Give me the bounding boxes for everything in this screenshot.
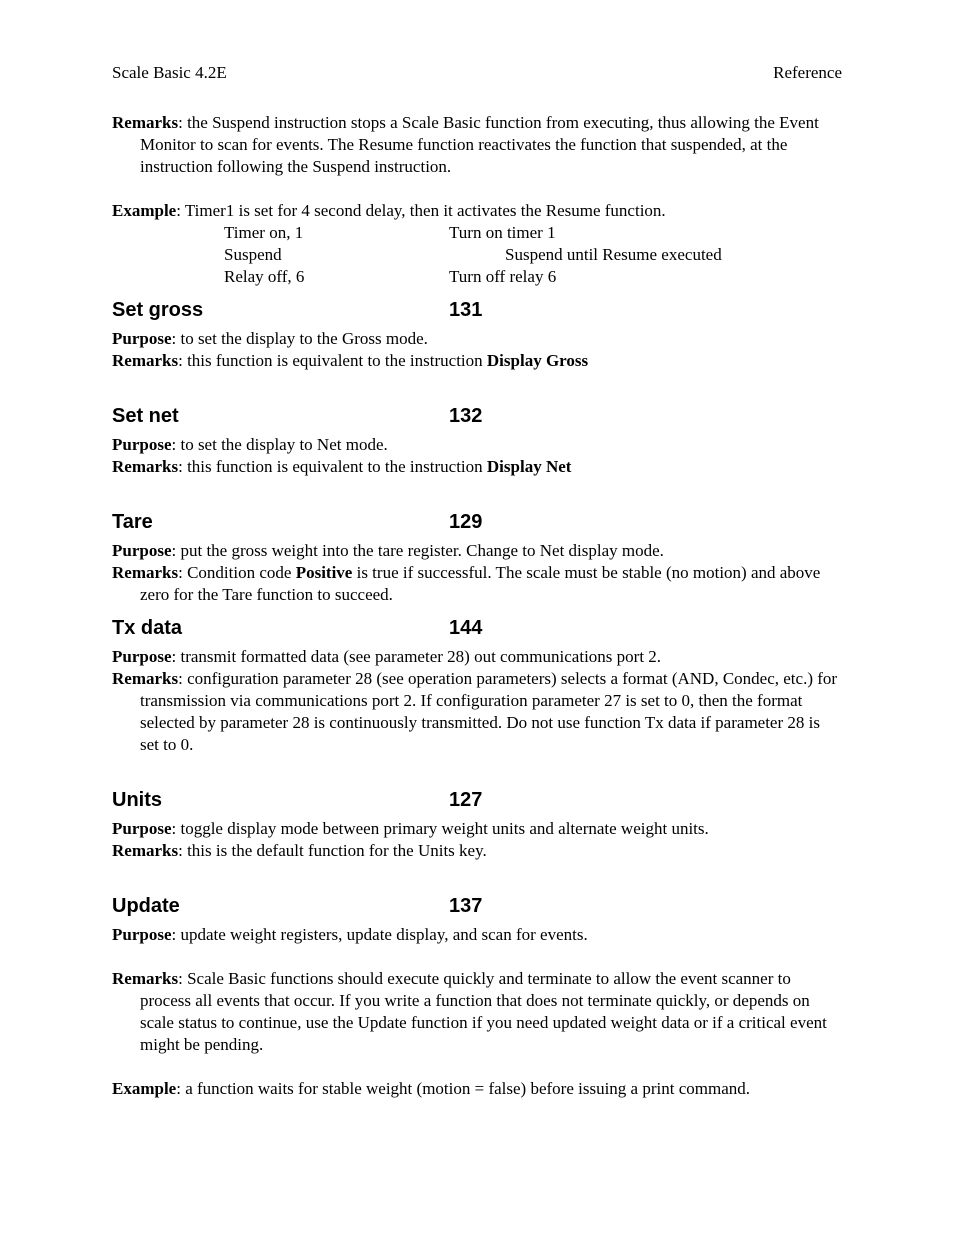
header-left: Scale Basic 4.2E [112, 63, 227, 82]
update-purpose: Purpose: update weight registers, update display, and scan for events. [112, 925, 588, 944]
tare-purpose: Purpose: put the gross weight into the tare register. Change to Net display mode. [112, 541, 664, 560]
header-right: Reference [773, 63, 842, 82]
update-example: Example: a function waits for stable weight (motion = false) before issuing a print command. [112, 1079, 750, 1098]
section-heading-tx-data: Tx data 144 [112, 617, 483, 639]
example-row: Suspend Suspend until Resume executed [224, 245, 722, 264]
section-heading-set-net: Set net 132 [112, 405, 483, 427]
section-heading-update: Update 137 [112, 895, 483, 917]
section-heading-set-gross: Set gross 131 [112, 299, 483, 321]
function-number: 131 [449, 299, 483, 321]
page-header [112, 62, 842, 84]
tare-remarks: Remarks: Condition code Positive is true if successful. The scale must be stable (no motion) and above zero for the Tare function to succeed. [112, 563, 821, 604]
document-page [112, 62, 842, 1100]
function-number: 132 [449, 405, 483, 427]
example-row: Relay off, 6 Turn off relay 6 [224, 267, 557, 286]
example-row: Timer on, 1 Turn on timer 1 [224, 223, 556, 242]
tx-data-purpose: Purpose: transmit formatted data (see parameter 28) out communications port 2. [112, 647, 662, 666]
set-net-remarks: Remarks: this function is equivalent to the instruction Display Net [112, 457, 572, 476]
suspend-remarks: Remarks: the Suspend instruction stops a Scale Basic function from executing, thus allowing the Event Monitor to scan for events. The Resume function reactivates the function that suspended, at the instruction following the Suspend instruction. [112, 113, 819, 176]
update-remarks: Remarks: Scale Basic functions should execute quickly and terminate to allow the event scanner to process all events that occur. If you write a function that does not terminate quickly, or depends on scale status to continue, use the Update function if you need updated weight data or if a critical event might be pending. [112, 969, 827, 1054]
section-heading-units: Units 127 [112, 789, 483, 811]
section-heading-tare: Tare 129 [112, 511, 483, 533]
set-gross-purpose: Purpose: to set the display to the Gross mode. [112, 329, 428, 348]
function-number: 127 [449, 789, 483, 811]
function-number: 129 [449, 511, 483, 533]
units-remarks: Remarks: this is the default function for the Units key. [112, 841, 487, 860]
tx-data-remarks: Remarks: configuration parameter 28 (see operation parameters) selects a format (AND, Condec, etc.) for transmission via communications port 2. If configuration parameter 27 is set to 0, then the format selected by parameter 28 is continuously transmitted. Do not use function Tx data if parameter 28 is set to 0. [112, 669, 838, 754]
set-gross-remarks: Remarks: this function is equivalent to the instruction Display Gross [112, 351, 589, 370]
function-number: 144 [449, 617, 483, 639]
set-net-purpose: Purpose: to set the display to Net mode. [112, 435, 388, 454]
units-purpose: Purpose: toggle display mode between primary weight units and alternate weight units. [112, 819, 709, 838]
suspend-example: Example: Timer1 is set for 4 second delay, then it activates the Resume function. [112, 201, 666, 220]
function-number: 137 [449, 895, 483, 917]
